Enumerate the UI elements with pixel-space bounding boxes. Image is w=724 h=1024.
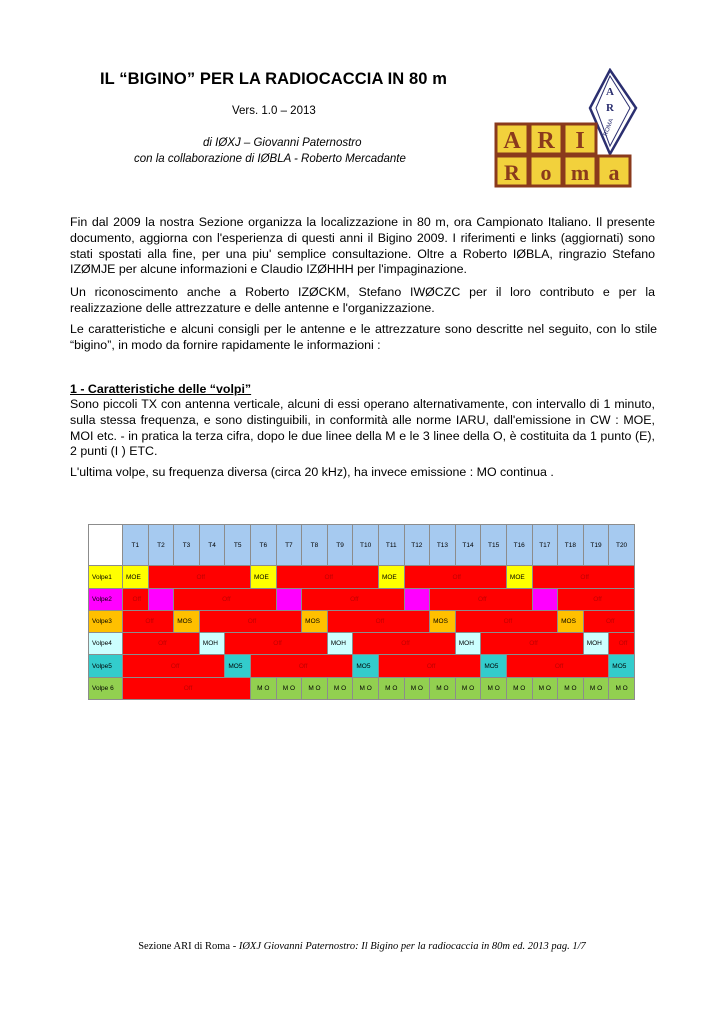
time-slot-header: T10 xyxy=(353,525,379,566)
fox-on-cell: M O xyxy=(302,677,328,699)
fox-on-cell: MO5 xyxy=(353,655,379,677)
time-slot-header: T1 xyxy=(123,525,149,566)
time-slot-header: T17 xyxy=(532,525,558,566)
fox-on-cell xyxy=(148,588,174,610)
fox-on-cell: MOE xyxy=(378,566,404,588)
svg-text:I: I xyxy=(575,128,585,154)
svg-text:o: o xyxy=(540,160,552,185)
fox-on-cell: M O xyxy=(583,677,609,699)
fox-row xyxy=(89,588,635,610)
fox-off-cell: Off xyxy=(609,633,635,655)
fox-off-cell: Off xyxy=(481,633,583,655)
footer-section: Sezione ARI di Roma - xyxy=(138,941,239,952)
fox-on-cell xyxy=(276,588,302,610)
svg-text:R: R xyxy=(537,128,555,154)
time-slot-header: T20 xyxy=(609,525,635,566)
fox-on-cell: M O xyxy=(558,677,584,699)
fox-on-cell: M O xyxy=(327,677,353,699)
acknowledgement-paragraph: Un riconoscimento anche a Roberto IZØCKM, Stefano IWØCZC per il loro contributo e per la realizzazione delle attrezzature e delle antenne e l'organizzazione. xyxy=(70,285,655,315)
fox-label: Volpe3 xyxy=(89,610,123,632)
section-heading: 1 - Caratteristiche delle “volpi” xyxy=(70,382,252,396)
time-slot-header: T6 xyxy=(250,525,276,566)
time-slot-header: T5 xyxy=(225,525,251,566)
fox-on-cell: MOH xyxy=(583,633,609,655)
time-slot-header: T19 xyxy=(583,525,609,566)
fox-on-cell: M O xyxy=(378,677,404,699)
time-slot-header: T12 xyxy=(404,525,430,566)
footer-document-ref: IØXJ Giovanni Paternostro: Il Bigino per la radiocaccia in 80m ed. 2013 pag. 1/7 xyxy=(238,941,586,952)
fox-on-cell: M O xyxy=(353,677,379,699)
fox-on-cell: MOH xyxy=(199,633,225,655)
fox-row xyxy=(89,633,635,655)
fox-on-cell: MO5 xyxy=(609,655,635,677)
fox-off-cell: Off xyxy=(199,610,301,632)
time-slot-header: T8 xyxy=(302,525,328,566)
fox-off-cell: Off xyxy=(276,566,378,588)
fox-label: Volpe4 xyxy=(89,633,123,655)
fox-on-cell: MOS xyxy=(430,610,456,632)
fox-off-cell: Off xyxy=(327,610,429,632)
fox-on-cell: MOE xyxy=(506,566,532,588)
fox-off-cell: Off xyxy=(302,588,404,610)
fox-on-cell: M O xyxy=(506,677,532,699)
fox-off-cell: Off xyxy=(123,677,251,699)
fox-row xyxy=(89,655,635,677)
fox-label: Volpe 6 xyxy=(89,677,123,699)
fox-on-cell xyxy=(404,588,430,610)
time-slot-header: T9 xyxy=(327,525,353,566)
time-slot-header: T4 xyxy=(199,525,225,566)
fox-on-cell: MOE xyxy=(250,566,276,588)
fox-schedule-table xyxy=(88,524,635,700)
fox-on-cell: M O xyxy=(404,677,430,699)
svg-text:R: R xyxy=(606,102,614,114)
fox-on-cell xyxy=(532,588,558,610)
fox-description-paragraph: Sono piccoli TX con antenna verticale, alcuni di essi operano alternativamente, con intervallo di 1 minuto, sulla stessa frequenza, e sono distinguibili, in conformità alle norme IARU, dall'emissione in CW : MOE, MOI etc. - in pratica la terza cifra, dopo le due linee della M e le 3 linee della O, è costituita da 1 punto (E), 2 punti (I ) ETC. xyxy=(70,397,655,459)
time-slot-header: T15 xyxy=(481,525,507,566)
fox-on-cell: M O xyxy=(276,677,302,699)
author-line: di IØXJ – Giovanni Paternostro xyxy=(203,137,362,149)
fox-off-cell: Off xyxy=(174,588,276,610)
time-slot-header: T2 xyxy=(148,525,174,566)
collaboration-line: con la collaborazione di IØBLA - Roberto Mercadante xyxy=(134,153,406,165)
fox-row xyxy=(89,677,635,699)
fox-on-cell: MOS xyxy=(174,610,200,632)
fox-off-cell: Off xyxy=(123,610,174,632)
fox-off-cell: Off xyxy=(532,566,634,588)
fox-row xyxy=(89,566,635,588)
last-fox-paragraph: L'ultima volpe, su frequenza diversa (circa 20 kHz), ha invece emissione : MO continua . xyxy=(70,465,554,479)
time-slot-header: T16 xyxy=(506,525,532,566)
fox-off-cell: Off xyxy=(353,633,455,655)
time-slot-header: T7 xyxy=(276,525,302,566)
svg-text:A: A xyxy=(606,86,614,98)
fox-label: Volpe5 xyxy=(89,655,123,677)
page-footer xyxy=(0,941,724,952)
fox-on-cell: M O xyxy=(430,677,456,699)
svg-text:R: R xyxy=(504,160,520,185)
svg-text:a: a xyxy=(608,160,620,185)
fox-off-cell: Off xyxy=(506,655,608,677)
fox-off-cell: Off xyxy=(123,633,200,655)
svg-text:m: m xyxy=(570,160,590,185)
fox-row xyxy=(89,610,635,632)
fox-off-cell: Off xyxy=(455,610,557,632)
fox-off-cell: Off xyxy=(583,610,634,632)
fox-off-cell: Off xyxy=(123,655,225,677)
svg-text:A: A xyxy=(503,128,521,154)
svg-text:ROMA: ROMA xyxy=(603,118,615,138)
fox-label: Volpe1 xyxy=(89,566,123,588)
fox-on-cell: M O xyxy=(481,677,507,699)
table-corner-cell xyxy=(89,525,123,566)
fox-on-cell: MO5 xyxy=(225,655,251,677)
fox-on-cell: M O xyxy=(455,677,481,699)
fox-label: Volpe2 xyxy=(89,588,123,610)
version-line: Vers. 1.0 – 2013 xyxy=(232,105,316,117)
document-title: IL “BIGINO” PER LA RADIOCACCIA IN 80 m xyxy=(100,70,447,88)
fox-off-cell: Off xyxy=(430,588,532,610)
fox-off-cell: Off xyxy=(148,566,250,588)
fox-on-cell: M O xyxy=(250,677,276,699)
fox-off-cell: Off xyxy=(250,655,352,677)
fox-off-cell: Off xyxy=(225,633,327,655)
fox-off-cell: Off xyxy=(123,588,149,610)
description-paragraph: Le caratteristiche e alcuni consigli per le antenne e le attrezzature sono descritte nel seguito, con lo stile “bigino”, in modo da fornire rapidamente le informazioni : xyxy=(70,322,657,352)
fox-on-cell: MOH xyxy=(327,633,353,655)
fox-on-cell: MOE xyxy=(123,566,149,588)
time-slot-header: T3 xyxy=(174,525,200,566)
fox-on-cell: M O xyxy=(532,677,558,699)
time-slot-header: T13 xyxy=(430,525,456,566)
intro-paragraph: Fin dal 2009 la nostra Sezione organizza la localizzazione in 80 m, ora Campionato Italiano. Il presente documento, aggiorna con l'esperienza di questi anni il Bigino 2009. I riferimenti e links (aggiornati) sono stati spostati alla fine, per una piu' semplice consultazione. Oltre a Roberto IØBLA, ringrazio Stefano IZØMJE per alcune informazioni e Claudio IZØHHH per l'impaginazione. xyxy=(70,215,655,277)
fox-schedule-table-container xyxy=(88,524,634,700)
fox-on-cell: MOS xyxy=(558,610,584,632)
ari-roma-logo xyxy=(490,68,638,190)
fox-off-cell: Off xyxy=(558,588,635,610)
fox-on-cell: MOS xyxy=(302,610,328,632)
time-slot-header: T14 xyxy=(455,525,481,566)
time-slot-header: T18 xyxy=(558,525,584,566)
time-slot-header: T11 xyxy=(378,525,404,566)
fox-on-cell: M O xyxy=(609,677,635,699)
fox-on-cell: MO5 xyxy=(481,655,507,677)
fox-on-cell: MOH xyxy=(455,633,481,655)
fox-off-cell: Off xyxy=(404,566,506,588)
fox-off-cell: Off xyxy=(378,655,480,677)
